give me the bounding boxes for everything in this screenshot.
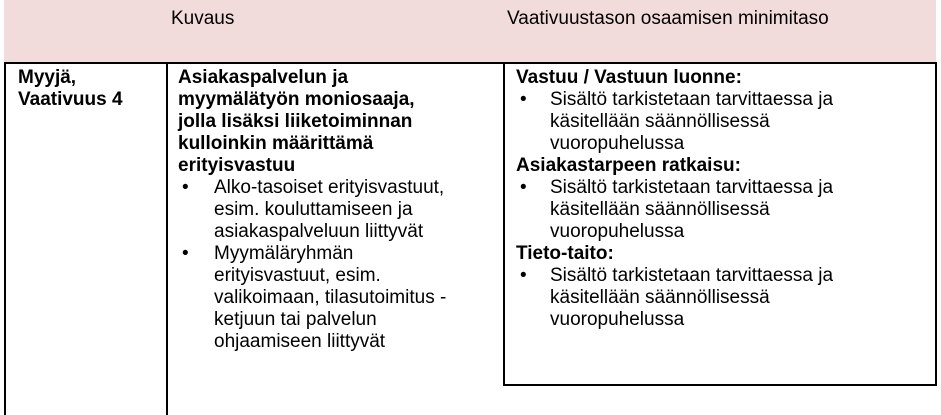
bullet-icon: •: [182, 243, 189, 264]
table-border-bottom: [503, 384, 937, 386]
list-item: [516, 177, 931, 243]
description-cell: [178, 67, 498, 353]
bullet-icon: •: [520, 177, 527, 198]
list-item-line: Sisältö tarkistetaan tarvittaessa ja: [550, 89, 834, 110]
list-item-line: vuoropuhelussa: [550, 133, 685, 154]
description-line: myymälätyön moniosaaja,: [178, 89, 415, 110]
header-minimitaso: Vaativuustason osaamisen minimitaso: [507, 8, 829, 29]
list-item-line: käsitellään säännöllisessä: [550, 199, 770, 220]
description-line: erityisvastuu: [178, 155, 296, 176]
list-item-line: esim. kouluttamiseen ja: [214, 199, 413, 220]
list-item-line: vuoropuhelussa: [550, 221, 685, 242]
list-item-line: käsitellään säännöllisessä: [550, 287, 770, 308]
column-divider-1: [166, 62, 168, 415]
description-line: Asiakaspalvelun ja: [178, 67, 349, 88]
criteria-list: [516, 265, 931, 331]
criteria-cell: [516, 67, 931, 331]
list-item-line: ohjaamiseen liittyvät: [214, 331, 386, 352]
list-item-line: ketjuun tai palvelun: [214, 309, 377, 330]
list-item-line: valikoimaan, tilasutoimitus -: [214, 287, 447, 308]
column-divider-2: [503, 62, 505, 386]
header-kuvaus: Kuvaus: [171, 8, 235, 29]
criteria-list: [516, 177, 931, 243]
criteria-title: Vastuu / Vastuun luonne:: [516, 67, 742, 88]
table-border-top: [4, 62, 936, 64]
criteria-list: [516, 89, 931, 155]
role-level: Vaativuus 4: [18, 89, 123, 110]
list-item: [516, 265, 931, 331]
description-line: kulloinkin määrittämä: [178, 133, 374, 154]
role-title: Myyjä,: [18, 67, 77, 88]
bullet-icon: •: [520, 89, 527, 110]
description-line: jolla lisäksi liiketoiminnan: [178, 111, 413, 132]
list-item: [178, 177, 498, 243]
list-item: [178, 243, 498, 353]
bullet-icon: •: [182, 177, 189, 198]
table-border-right: [935, 62, 937, 386]
bullet-icon: •: [520, 265, 527, 286]
list-item-line: Myymäläryhmän: [214, 243, 354, 264]
list-item-line: Sisältö tarkistetaan tarvittaessa ja: [550, 265, 834, 286]
list-item-line: Alko-tasoiset erityisvastuut,: [214, 177, 445, 198]
criteria-title: Tieto-taito:: [516, 243, 614, 264]
list-item-line: käsitellään säännöllisessä: [550, 111, 770, 132]
list-item-line: Sisältö tarkistetaan tarvittaessa ja: [550, 177, 834, 198]
list-item: [516, 89, 931, 155]
description-heading: [178, 67, 498, 177]
list-item-line: vuoropuhelussa: [550, 309, 685, 330]
list-item-line: erityisvastuut, esim.: [214, 265, 381, 286]
role-cell: [18, 67, 166, 111]
responsibility-list: [178, 177, 498, 353]
list-item-line: asiakaspalveluun liittyvät: [214, 221, 424, 242]
table-border-left: [4, 62, 6, 415]
criteria-title: Asiakastarpeen ratkaisu:: [516, 155, 741, 176]
